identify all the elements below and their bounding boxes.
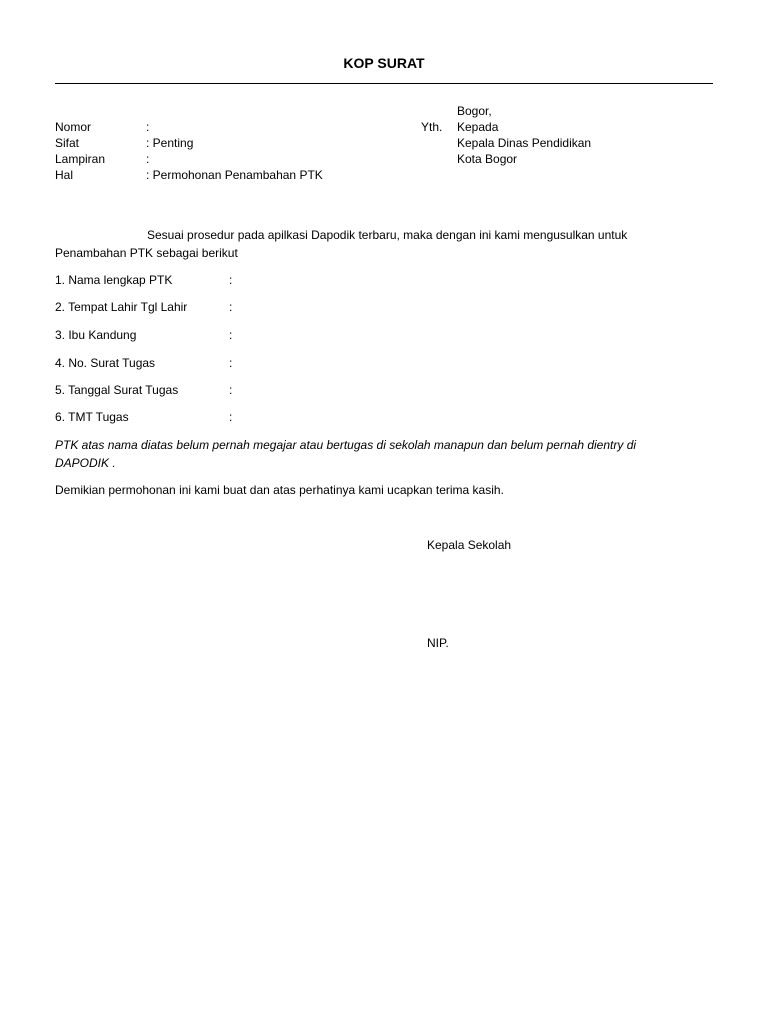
- list-item-colon: :: [229, 356, 233, 370]
- place-date: Bogor,: [457, 104, 492, 118]
- signature-role: Kepala Sekolah: [427, 538, 512, 552]
- recipient-prefix: Yth.: [421, 120, 443, 134]
- list-item-label: 3. Ibu Kandung: [55, 328, 137, 342]
- list-item-label: 6. TMT Tugas: [55, 410, 129, 424]
- note-line: PTK atas nama diatas belum pernah megajar atau bertugas di sekolah manapun dan belum pernah dientry di: [55, 438, 637, 452]
- field-label-nomor: Nomor: [55, 120, 92, 134]
- closing-statement: Demikian permohonan ini kami buat dan atas perhatinya kami ucapkan terima kasih.: [55, 483, 504, 497]
- list-item-colon: :: [229, 410, 233, 424]
- list-item-label: 1. Nama lengkap PTK: [55, 273, 173, 287]
- letterhead-title: KOP SURAT: [343, 55, 425, 71]
- field-label-lampiran: Lampiran: [55, 152, 106, 166]
- intro-paragraph-line: Sesuai prosedur pada apilkasi Dapodik terbaru, maka dengan ini kami mengusulkan untuk: [147, 228, 628, 242]
- field-value-sifat: : Penting: [146, 136, 194, 150]
- list-item-label: 4. No. Surat Tugas: [55, 356, 156, 370]
- field-label-sifat: Sifat: [55, 136, 80, 150]
- recipient-line: Kepala Dinas Pendidikan: [457, 136, 592, 150]
- list-item-colon: :: [229, 300, 233, 314]
- recipient-line: Kepada: [457, 120, 499, 134]
- list-item-label: 5. Tanggal Surat Tugas: [55, 383, 179, 397]
- header-divider: [55, 83, 713, 84]
- list-item-colon: :: [229, 383, 233, 397]
- field-label-hal: Hal: [55, 168, 74, 182]
- field-value-lampiran: :: [146, 152, 150, 166]
- list-item-label: 2. Tempat Lahir Tgl Lahir: [55, 300, 188, 314]
- intro-paragraph-line: Penambahan PTK sebagai berikut: [55, 246, 238, 260]
- field-value-hal: : Permohonan Penambahan PTK: [146, 168, 323, 182]
- list-item-colon: :: [229, 273, 233, 287]
- list-item-colon: :: [229, 328, 233, 342]
- recipient-line: Kota Bogor: [457, 152, 518, 166]
- note-line: DAPODIK .: [55, 456, 116, 470]
- signature-nip: NIP.: [427, 636, 449, 650]
- field-value-nomor: :: [146, 120, 150, 134]
